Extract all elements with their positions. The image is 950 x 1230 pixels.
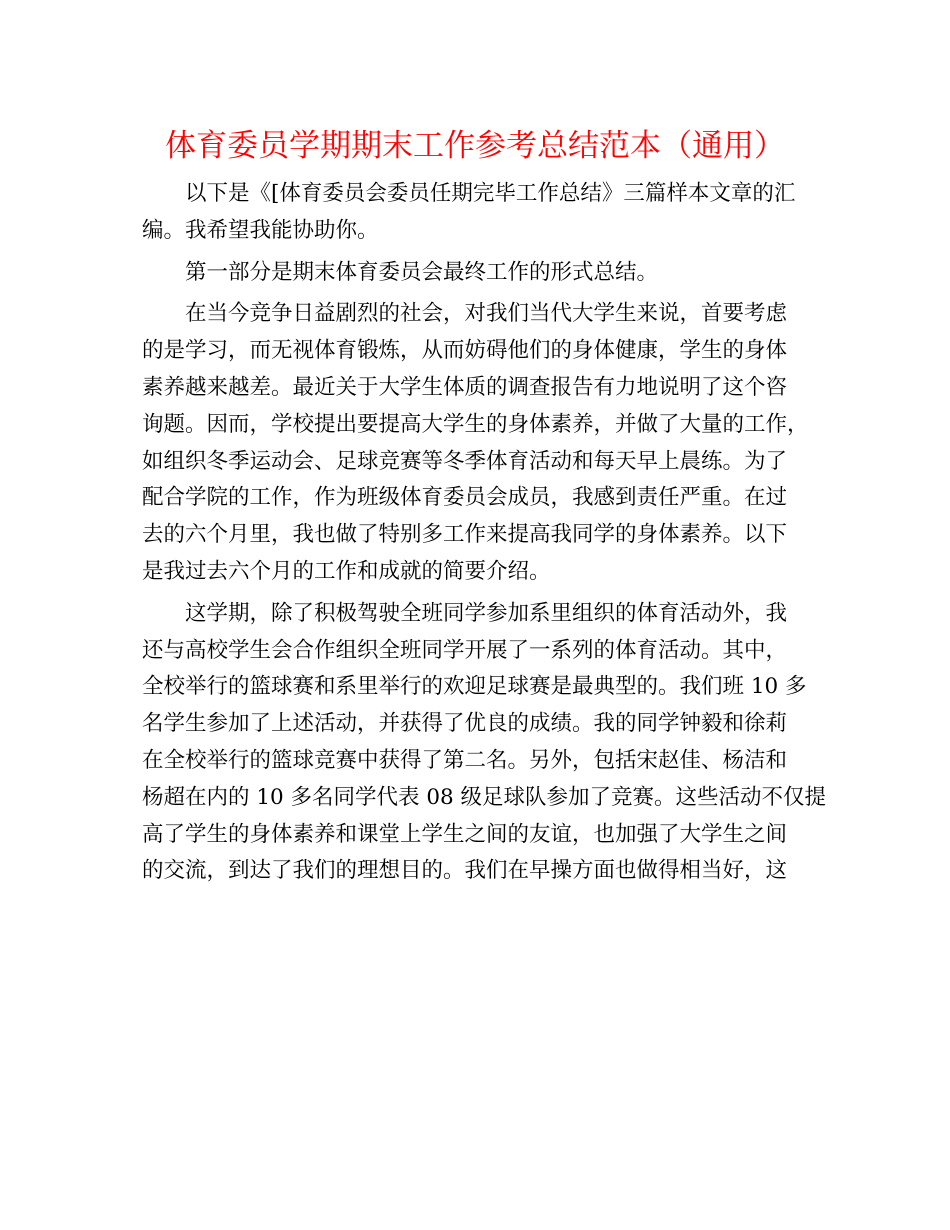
document-body: [142, 176, 827, 890]
paragraph: [142, 296, 810, 590]
text-line: 在全校举行的篮球竞赛中获得了第二名。另外，包括宋赵佳、杨洁和: [142, 747, 788, 773]
text-line: 配合学院的工作，作为班级体育委员会成员，我感到责任严重。在过: [142, 485, 788, 511]
text-line: 杨超在内的 10 多名同学代表 08 级足球队参加了竞赛。这些活动不仅提: [142, 784, 827, 810]
text-line: 素养越来越差。最近关于大学生体质的调查报告有力地说明了这个咨: [142, 374, 788, 400]
text-line: 这学期，除了积极驾驶全班同学参加系里组织的体育活动外，我: [185, 600, 788, 626]
text-line: 如组织冬季运动会、足球竞赛等冬季体育活动和每天早上晨练。为了: [142, 448, 788, 474]
text-line: 编。我希望我能协助你。: [142, 217, 379, 243]
text-line: 在当今竞争日益剧烈的社会，对我们当代大学生来说，首要考虑: [185, 301, 788, 327]
text-line: 以下是《[体育委员会委员任期完毕工作总结》三篇样本文章的汇: [185, 181, 796, 206]
paragraph: [142, 596, 827, 890]
text-line: 去的六个月里，我也做了特别多工作来提高我同学的身体素养。以下: [142, 522, 788, 548]
text-line: 高了学生的身体素养和课堂上学生之间的友谊，也加强了大学生之间: [142, 821, 788, 847]
text-line: 的交流，到达了我们的理想目的。我们在早操方面也做得相当好，这: [142, 858, 788, 884]
text-line: 全校举行的篮球赛和系里举行的欢迎足球赛是最典型的。我们班 10 多: [142, 674, 807, 700]
text-line: 还与高校学生会合作组织全班同学开展了一系列的体育活动。其中，: [142, 637, 788, 663]
text-line: 的是学习，而无视体育锻炼，从而妨碍他们的身体健康，学生的身体: [142, 338, 788, 364]
document-title: 体育委员学期期末工作参考总结范本（通用）: [165, 128, 785, 164]
text-line: 询题。因而，学校提出要提高大学生的身体素养，并做了大量的工作，: [142, 411, 809, 437]
text-line: 名学生参加了上述活动，并获得了优良的成绩。我的同学钟毅和徐莉: [142, 711, 788, 737]
paragraph: [142, 255, 810, 292]
text-line: 第一部分是期末体育委员会最终工作的形式总结。: [185, 259, 659, 285]
paragraph: [142, 176, 810, 250]
text-line: 是我过去六个月的工作和成就的简要介绍。: [142, 558, 551, 584]
